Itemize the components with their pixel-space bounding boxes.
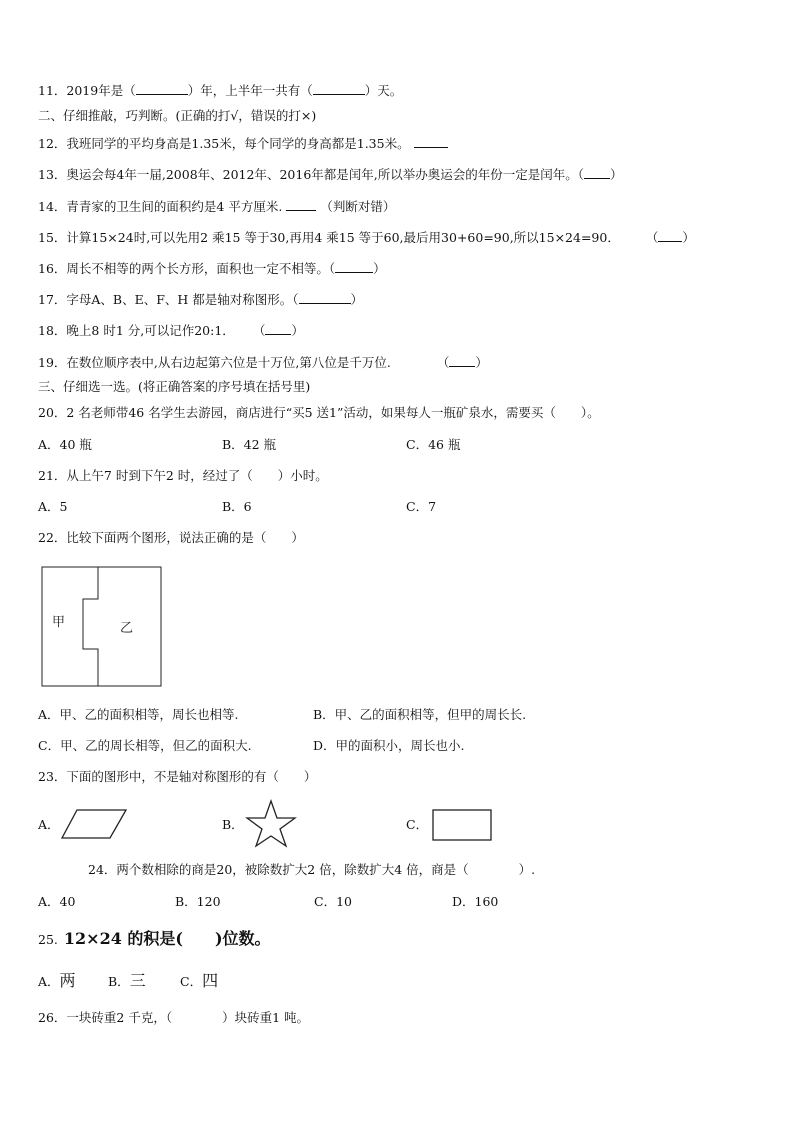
option-c[interactable]: C．46 瓶 bbox=[406, 437, 461, 452]
option-a[interactable]: A．两 bbox=[38, 971, 76, 990]
question-22: 22．比较下面两个图形，说法正确的是（ ） bbox=[38, 530, 304, 545]
option-b[interactable]: B．甲、乙的面积相等，但甲的周长长. bbox=[313, 707, 527, 722]
option-c[interactable]: C．7 bbox=[406, 499, 437, 514]
question-26: 26．一块砖重2 千克，（ ）块砖重1 吨。 bbox=[38, 1010, 310, 1025]
question-13: 13．奥运会每4年一届,2008年、2012年、2016年都是闰年,所以举办奥运会的年份一定是闰年。（ ） bbox=[38, 167, 623, 182]
label-jia: 甲 bbox=[52, 615, 66, 630]
option-b[interactable]: B．42 瓶 bbox=[222, 437, 277, 452]
question-24: 24．两个数相除的商是20，被除数扩大2 倍，除数扩大4 倍，商是（ ）. bbox=[88, 862, 536, 877]
question-21: 21．从上午7 时到下午2 时，经过了（ ）小时。 bbox=[38, 468, 328, 483]
question-25: 25. 12×24 的积是( )位数。 bbox=[38, 929, 271, 948]
option-c[interactable]: C．10 bbox=[314, 894, 352, 909]
label-yi: 乙 bbox=[120, 621, 134, 636]
option-a[interactable]: A．40 bbox=[38, 894, 76, 909]
answer-blank[interactable] bbox=[299, 291, 351, 304]
option-b[interactable]: B．6 bbox=[222, 499, 252, 514]
answer-blank[interactable] bbox=[584, 166, 610, 179]
question-14: 14．青青家的卫生间的面积约是4 平方厘米. （判断对错） bbox=[38, 199, 396, 214]
question-19: 19．在数位顺序表中,从右边起第六位是十万位,第八位是千万位. （ ） bbox=[38, 355, 488, 370]
answer-blank[interactable] bbox=[313, 82, 365, 95]
question-18: 18．晚上8 时1 分,可以记作20:1． （ ） bbox=[38, 323, 304, 338]
option-c[interactable]: C．甲、乙的周长相等，但乙的面积大. bbox=[38, 738, 252, 753]
dividing-line bbox=[83, 567, 98, 686]
option-d[interactable]: D．160 bbox=[452, 894, 499, 909]
answer-blank[interactable] bbox=[449, 354, 475, 367]
option-a[interactable]: A．40 瓶 bbox=[38, 437, 92, 452]
star-shape bbox=[244, 799, 298, 849]
option-d[interactable]: D．甲的面积小，周长也小. bbox=[313, 738, 465, 753]
parallelogram-shape bbox=[60, 808, 130, 842]
option-a[interactable]: A．甲、乙的面积相等，周长也相等. bbox=[38, 707, 239, 722]
option-b[interactable]: B．三 bbox=[108, 971, 146, 990]
option-c[interactable]: C． bbox=[406, 817, 429, 832]
option-a[interactable]: A．5 bbox=[38, 499, 68, 514]
question-16: 16．周长不相等的两个长方形，面积也一定不相等。（ ） bbox=[38, 261, 386, 276]
split-square-figure bbox=[41, 566, 163, 688]
answer-blank[interactable] bbox=[136, 82, 188, 95]
question-17: 17．字母A、B、E、F、H 都是轴对称图形。（ ） bbox=[38, 292, 364, 307]
option-c[interactable]: C．四 bbox=[180, 971, 219, 990]
question-12: 12．我班同学的平均身高是1.35米，每个同学的身高都是1.35米。 bbox=[38, 135, 448, 152]
section-3-heading: 三、仔细选一选。(将正确答案的序号填在括号里) bbox=[38, 379, 311, 394]
question-20: 20．2 名老师带46 名学生去游园，商店进行“买5 送1”活动，如果每人一瓶矿泉水，需要买（ ）。 bbox=[38, 405, 600, 420]
section-2-heading: 二、仔细推敲，巧判断。(正确的打√，错误的打×) bbox=[38, 108, 317, 123]
answer-blank[interactable] bbox=[335, 260, 373, 273]
answer-blank[interactable] bbox=[286, 198, 316, 211]
question-15: 15．计算15×24时,可以先用2 乘15 等于30,再用4 乘15 等于60,最后用30+60=90,所以15×24=90． （ ） bbox=[38, 230, 695, 245]
rectangle-shape bbox=[431, 808, 493, 842]
option-b[interactable]: B．120 bbox=[175, 894, 221, 909]
option-a[interactable]: A． bbox=[38, 817, 60, 832]
answer-blank[interactable] bbox=[265, 322, 291, 335]
answer-blank[interactable] bbox=[658, 229, 682, 242]
question-23: 23．下面的图形中，不是轴对称图形的有（ ） bbox=[38, 769, 317, 784]
question-11: 11．2019年是（ ）年，上半年一共有（ ）天。 bbox=[38, 83, 403, 98]
option-b[interactable]: B． bbox=[222, 817, 244, 832]
answer-blank[interactable] bbox=[414, 135, 448, 148]
